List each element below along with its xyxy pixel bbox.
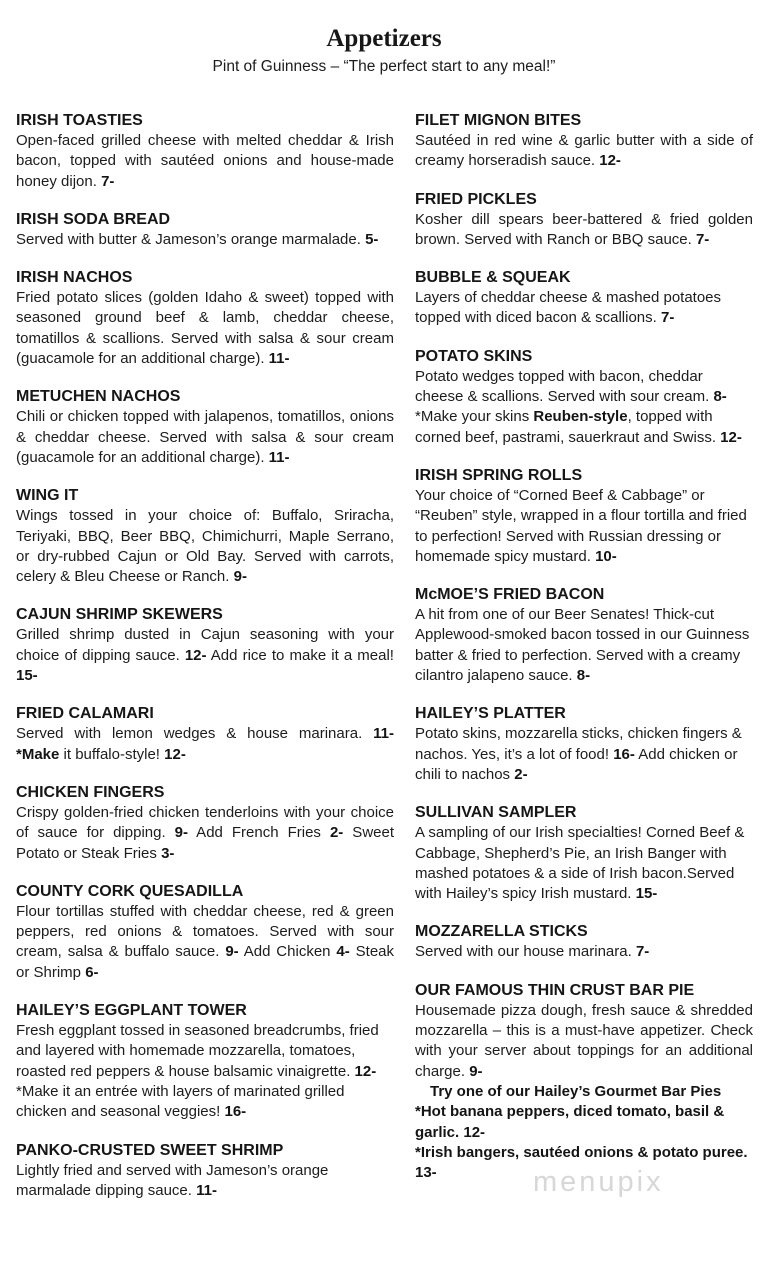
menu-item <box>16 485 394 587</box>
menu-item-description: Potato skins, mozzarella sticks, chicken fingers & nachos. Yes, it’s a lot of food! 16- Add chicken or chili to nachos 2- <box>415 725 742 783</box>
menu-item-description: Your choice of “Corned Beef & Cabbage” or “Reuben” style, wrapped in a flour tortilla and fried to perfection! Served with Russian dressing or homemade spicy mustard. 10- <box>415 486 747 565</box>
menu-item <box>16 267 394 369</box>
menu-item <box>16 881 394 983</box>
menu-item-name: CHICKEN FINGERS <box>16 783 165 801</box>
menu-item-description: Crispy golden-fried chicken tenderloins with your choice of sauce for dipping. 9- Add French Fries 2- Sweet Potato or Steak Fries 3- <box>16 803 395 862</box>
menu-item <box>16 604 394 686</box>
menu-item-description: A sampling of our Irish specialties! Corned Beef & Cabbage, Shepherd’s Pie, an Irish Banger with mashed potatoes & a side of Irish bacon.Served with Hailey’s spicy Irish mustard. 15- <box>415 824 745 903</box>
menu-item-description: Grilled shrimp dusted in Cajun seasoning with your choice of dipping sauce. 12- Add rice to make it a meal! 15- <box>16 626 394 685</box>
menu-item-name: IRISH SODA BREAD <box>16 210 171 228</box>
menu-item-name: FRIED PICKLES <box>415 190 537 208</box>
menu-item-description: Served with lemon wedges & house marinara. 11- *Make it buffalo-style! 12- <box>16 725 394 763</box>
watermark: menupix <box>533 1166 664 1198</box>
menu-item-extra-line: Try one of our Hailey’s Gourmet Bar Pies <box>430 1082 722 1100</box>
menu-item-extra-line: *Irish bangers, sautéed onions & potato puree. 13- <box>415 1143 748 1182</box>
menu-item-name: SULLIVAN SAMPLER <box>415 804 577 822</box>
menu-item-name: McMOE’S FRIED BACON <box>415 586 605 604</box>
menu-item <box>415 703 753 785</box>
menu-item-name: FRIED CALAMARI <box>16 705 154 723</box>
menu-item <box>16 1000 394 1122</box>
menu-item-name: HAILEY’S EGGPLANT TOWER <box>16 1002 247 1020</box>
menu-item-name: BUBBLE & SQUEAK <box>415 269 571 287</box>
menu-item <box>415 802 753 904</box>
menu-item-description: Housemade pizza dough, fresh sauce & shredded mozzarella – this is a must-have appetizer. Check with your server about toppings for an additional charge. 9- <box>415 1001 753 1080</box>
menu-item-description: Kosher dill spears beer-battered & fried golden brown. Served with Ranch or BBQ sauce. 7- <box>415 210 753 248</box>
menu-item-name: IRISH TOASTIES <box>16 112 143 129</box>
menu-item-name: MOZZARELLA STICKS <box>415 923 588 941</box>
menu-item-description: Flour tortillas stuffed with cheddar cheese, red & green peppers, red onions & tomatoes. Served with sour cream, salsa & buffalo sauce. 9- Add Chicken 4- Steak or Shrimp 6- <box>16 902 395 981</box>
menu-item-description: Wings tossed in your choice of: Buffalo, Sriracha, Teriyaki, BBQ, Beer BBQ, Chimichurri, Maple Serrano, or dry-rubbed Cajun or Old Bay. Served with carrots, celery & Bleu Cheese or Ranch. 9- <box>16 507 394 586</box>
menu-item-description: A hit from one of our Beer Senates! Thick-cut Applewood-smoked bacon tossed in our Guinness batter & fried to perfection. Served with a creamy cilantro jalapeno sauce. 8- <box>415 606 750 685</box>
menu-item-description: Fresh eggplant tossed in seasoned breadcrumbs, fried and layered with homemade mozzarella, tomatoes, roasted red peppers & house balsamic vinaigrette. 12- *Make it an entrée with layers of marinated grilled chicken and seasonal veggies! 16- <box>16 1022 379 1121</box>
menu-item-description: Layers of cheddar cheese & mashed potatoes topped with diced bacon & scallions. 7- <box>415 289 722 327</box>
menu-column-left <box>16 110 394 1218</box>
menu-item <box>16 209 394 250</box>
page-subtitle: Pint of Guinness – “The perfect start to any meal!” <box>212 58 556 75</box>
menu-item <box>415 110 753 172</box>
menu-item-name: HAILEY’S PLATTER <box>415 705 566 723</box>
menu-item <box>16 386 394 468</box>
menu-item <box>415 189 753 251</box>
menu-item <box>415 980 753 1184</box>
menu-column-right <box>415 110 753 1218</box>
page-title: Appetizers <box>326 25 442 52</box>
menu-item <box>415 584 753 686</box>
menu-item <box>16 1140 394 1202</box>
menu-item-name: COUNTY CORK QUESADILLA <box>16 882 244 900</box>
menu-item-name: FILET MIGNON BITES <box>415 112 582 129</box>
menu-item-name: POTATO SKINS <box>415 347 533 365</box>
menu-item <box>16 703 394 765</box>
menu-item-name: METUCHEN NACHOS <box>16 388 181 406</box>
menu-item-description: Sautéed in red wine & garlic butter with a side of creamy horseradish sauce. 12- <box>415 132 753 170</box>
menu-item-name: PANKO-CRUSTED SWEET SHRIMP <box>16 1141 284 1159</box>
menu-item-extra-line: *Hot banana peppers, diced tomato, basil & garlic. 12- <box>415 1103 725 1141</box>
menu-item-description: Served with our house marinara. 7- <box>415 943 650 961</box>
menu-item-description: Lightly fried and served with Jameson’s orange marmalade dipping sauce. 11- <box>16 1161 329 1199</box>
menu-item <box>16 782 394 864</box>
menu-item-name: CAJUN SHRIMP SKEWERS <box>16 606 223 624</box>
menu-item <box>415 465 753 567</box>
menu-item-description: Served with butter & Jameson’s orange marmalade. 5- <box>16 230 379 248</box>
menu-header <box>0 0 768 77</box>
menu-item <box>415 921 753 962</box>
menu-item-description: Chili or chicken topped with jalapenos, tomatillos, onions & cheddar cheese. Served with salsa & sour cream (guacamole for an additional charge). 11- <box>16 408 394 466</box>
menu-item <box>415 346 753 448</box>
menu-item <box>16 110 394 192</box>
menu-item-name: IRISH NACHOS <box>16 269 133 287</box>
menu-item-name: OUR FAMOUS THIN CRUST BAR PIE <box>415 981 695 999</box>
menu-item-description: Open-faced grilled cheese with melted cheddar & Irish bacon, topped with sautéed onions and house-made honey dijon. 7- <box>16 132 394 190</box>
menu-item-name: IRISH SPRING ROLLS <box>415 466 583 484</box>
menu-item <box>415 267 753 329</box>
menu-item-description: Fried potato slices (golden Idaho & sweet) topped with seasoned ground beef & lamb, cheddar cheese, tomatillos & scallions. Served with salsa & sour cream (guacamole for an additional charge). 11- <box>16 289 394 368</box>
menu-item-description: Potato wedges topped with bacon, cheddar cheese & scallions. Served with sour cream. 8- *Make your skins Reuben-style, topped with corned beef, pastrami, sauerkraut and Swiss. 12- <box>415 367 742 446</box>
menu-body <box>16 110 753 1218</box>
menu-item-name: WING IT <box>16 487 79 505</box>
